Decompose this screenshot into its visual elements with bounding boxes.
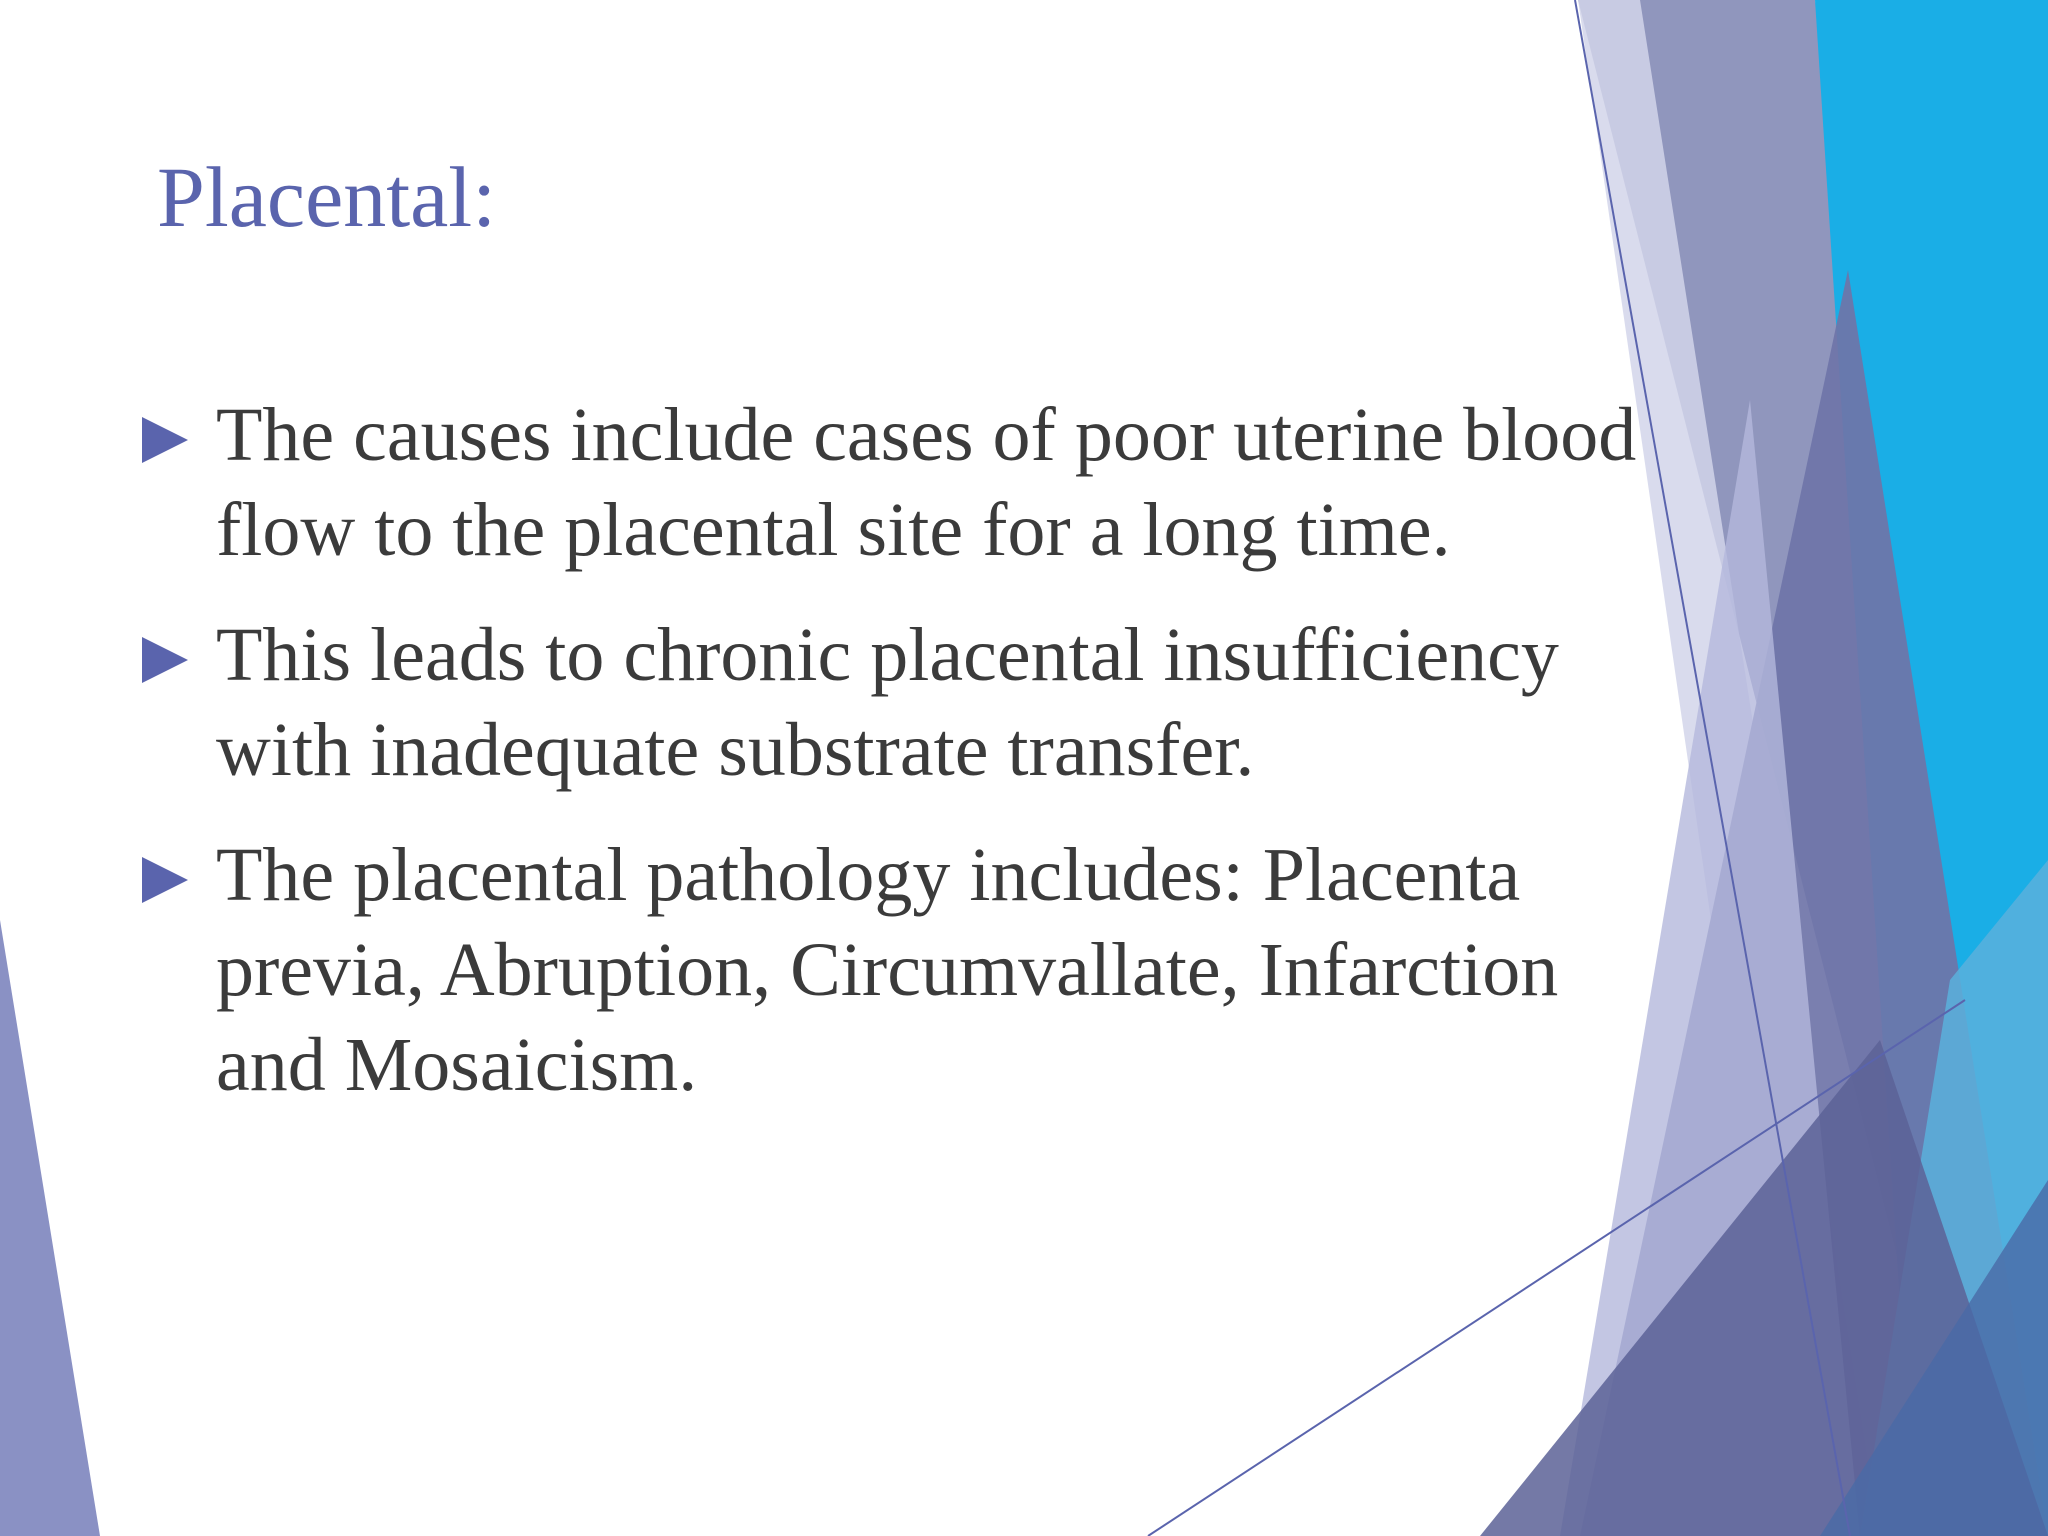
bullet-text: The causes include cases of poor uterine blood flow to the placental site for a long time. <box>216 393 1637 572</box>
bullet-item <box>140 608 1640 798</box>
triangle-right-icon <box>140 855 190 905</box>
bullet-text: The placental pathology includes: Placenta previa, Abruption, Circumvallate, Infarction and Mosaicism. <box>216 833 1559 1107</box>
bullet-list <box>140 388 1640 1143</box>
bullet-text: This leads to chronic placental insufficiency with inadequate substrate transfer. <box>216 613 1559 792</box>
triangle-right-icon <box>140 635 190 685</box>
slide-title: Placental: <box>157 149 497 245</box>
triangle-right-icon <box>140 415 190 465</box>
bullet-item <box>140 388 1640 578</box>
bullet-item <box>140 828 1640 1113</box>
left-accent-shape <box>0 920 100 1536</box>
